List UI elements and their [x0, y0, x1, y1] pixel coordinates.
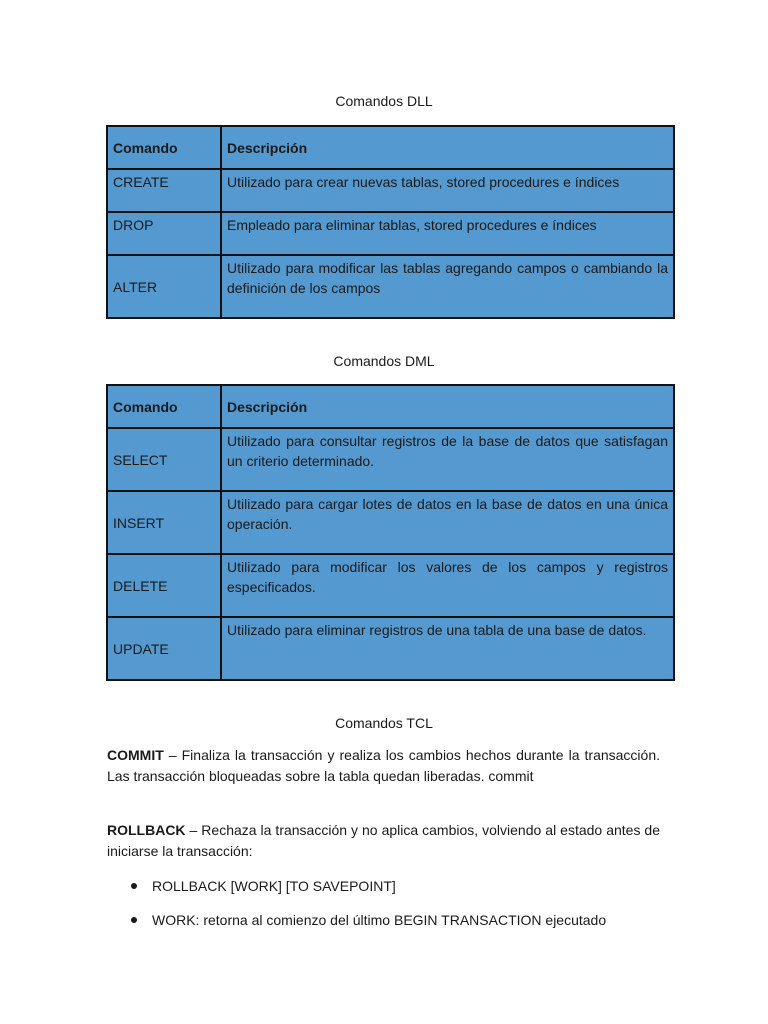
bullet-icon — [131, 917, 137, 923]
table-header-row — [107, 385, 674, 428]
commit-text: – Finaliza la transacción y realiza los cambios hechos durante la transacción. Las transacción bloqueadas sobre la tabla quedan liberadas. commit — [107, 747, 660, 784]
dll-title: Comandos DLL — [335, 93, 433, 109]
column-header-command: Comando — [107, 126, 221, 169]
description-cell: Utilizado para crear nuevas tablas, stored procedures e índices — [221, 169, 674, 212]
rollback-term: ROLLBACK — [107, 822, 186, 838]
commit-term: COMMIT — [107, 747, 164, 763]
command-cell: INSERT — [107, 491, 221, 554]
command-cell: DELETE — [107, 554, 221, 617]
description-cell: Empleado para eliminar tablas, stored procedures e índices — [221, 212, 674, 255]
bullet-icon — [131, 883, 137, 889]
list-item-text: ROLLBACK [WORK] [TO SAVEPOINT] — [152, 878, 396, 894]
description-cell: Utilizado para modificar las tablas agregando campos o cambiando la definición de los campos — [221, 255, 674, 318]
column-header-description: Descripción — [221, 126, 674, 169]
column-header-command: Comando — [107, 385, 221, 428]
rollback-paragraph — [107, 820, 660, 862]
table-row — [107, 428, 674, 491]
command-cell: CREATE — [107, 169, 221, 212]
dll-table — [106, 125, 675, 319]
dml-title: Comandos DML — [333, 353, 435, 369]
description-cell: Utilizado para consultar registros de la base de datos que satisfagan un criterio determinado. — [221, 428, 674, 491]
table-row — [107, 212, 674, 255]
command-cell: ALTER — [107, 255, 221, 318]
table-row — [107, 169, 674, 212]
column-header-description: Descripción — [221, 385, 674, 428]
table-header-row — [107, 126, 674, 169]
list-item — [107, 876, 667, 910]
description-cell: Utilizado para eliminar registros de una tabla de una base de datos. — [221, 617, 674, 680]
tcl-title: Comandos TCL — [335, 715, 433, 731]
table-row — [107, 491, 674, 554]
command-cell: DROP — [107, 212, 221, 255]
list-item — [107, 910, 667, 944]
rollback-text: – Rechaza la transacción y no aplica cambios, volviendo al estado antes de iniciarse la transacción: — [107, 822, 660, 859]
table-row — [107, 255, 674, 318]
commit-paragraph — [107, 745, 660, 787]
dml-table — [106, 384, 675, 681]
rollback-options-list — [107, 876, 667, 944]
table-row — [107, 554, 674, 617]
command-cell: UPDATE — [107, 617, 221, 680]
list-item-text: WORK: retorna al comienzo del último BEGIN TRANSACTION ejecutado — [152, 912, 607, 928]
description-cell: Utilizado para cargar lotes de datos en la base de datos en una única operación. — [221, 491, 674, 554]
table-row — [107, 617, 674, 680]
command-cell: SELECT — [107, 428, 221, 491]
description-cell: Utilizado para modificar los valores de los campos y registros especificados. — [221, 554, 674, 617]
